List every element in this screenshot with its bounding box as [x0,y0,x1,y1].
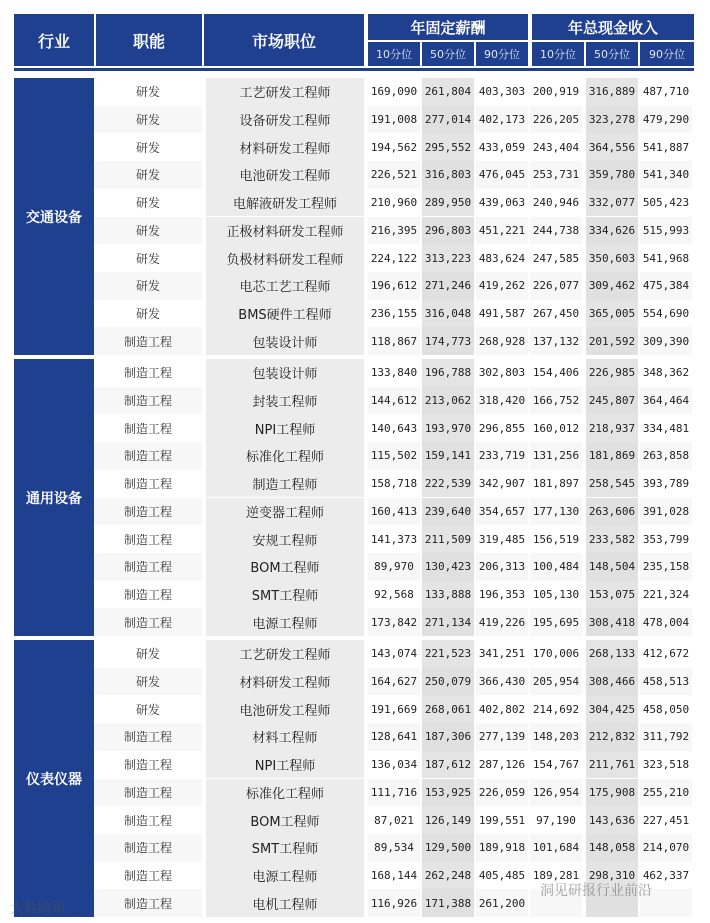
industry-label: 通用设备 [14,359,94,636]
fixed-p50-cell: 262,248 [422,862,474,890]
table-row [94,414,694,442]
fixed-p90-cell: 261,200 [476,889,528,917]
total-p90-cell: 255,210 [640,779,692,807]
total-p10-cell: 226,077 [530,272,582,300]
table-row [94,668,694,696]
fixed-p50-cell: 271,246 [422,272,474,300]
position-cell: 标准化工程师 [206,442,364,470]
position-cell: 安规工程师 [206,525,364,553]
position-cell: 电解液研发工程师 [206,189,364,217]
fixed-p10-cell: 236,155 [370,306,418,320]
total-p10-cell: 177,130 [530,498,582,526]
fixed-p50-cell: 239,640 [422,498,474,526]
function-cell: 研发 [135,85,160,100]
fixed-p50-cell: 296,803 [422,217,474,245]
fixed-p10-cell: 158,718 [370,477,418,491]
header-total-cash: 年总现金收入 [532,14,694,40]
fixed-p90-cell: 268,928 [476,327,528,355]
total-p10-cell: 247,585 [532,251,580,265]
total-p90-cell: 479,290 [640,106,692,134]
total-p10-cell: 137,132 [530,327,582,355]
fixed-p90-cell: 196,353 [478,587,526,601]
position-cell: 电机工程师 [206,889,364,917]
watermark-right: 洞见研报行业前沿 [540,883,652,899]
fixed-p50-cell: 129,500 [422,834,474,862]
fixed-p10-cell: 210,960 [370,196,418,210]
fixed-p10-cell: 144,612 [368,387,420,415]
fixed-p50-cell: 126,149 [422,806,474,834]
total-p90-cell: 515,993 [640,217,692,245]
fixed-p10-cell: 116,926 [368,889,420,917]
fixed-p50-cell: 316,803 [422,161,474,189]
fixed-p10-cell: 173,842 [368,608,420,636]
position-cell: 包装设计师 [206,359,364,387]
header-fixed-p90: 90分位 [476,42,528,66]
total-p90-cell: 458,050 [642,702,690,716]
total-p10-cell: 100,484 [530,553,582,581]
total-p50-cell: 309,462 [586,272,638,300]
function-cell: 制造工程 [94,387,202,415]
total-p50-cell: 148,504 [586,553,638,581]
total-p10-cell: 200,919 [532,85,580,99]
total-p90-cell: 364,464 [640,387,692,415]
total-p50-cell: 350,603 [586,244,638,272]
fixed-p10-cell: 160,413 [368,498,420,526]
total-p50-cell: 308,418 [586,608,638,636]
total-p50-cell: 364,556 [586,133,638,161]
table-row [94,442,694,470]
fixed-p90-cell: 296,855 [478,421,526,435]
fixed-p10-cell: 136,034 [370,758,418,772]
function-cell: 研发 [135,647,160,662]
position-cell: 逆变器工程师 [206,498,364,526]
position-cell: 电源工程师 [206,862,364,890]
fixed-p10-cell: 141,373 [370,532,418,546]
total-p50-cell: 181,869 [586,442,638,470]
header-total-p90: 90分位 [640,42,694,66]
position-cell: 工艺研发工程师 [206,640,364,668]
fixed-p10-cell: 191,008 [368,106,420,134]
total-p90-cell: 462,337 [642,868,690,882]
function-cell: 制造工程 [94,779,202,807]
function-cell: 制造工程 [94,553,202,581]
function-cell: 制造工程 [123,477,172,492]
fixed-p50-cell: 211,509 [422,525,474,553]
fixed-p10-cell: 89,970 [368,553,420,581]
fixed-p90-cell: 302,803 [478,366,526,380]
total-p10-cell: 214,692 [532,702,580,716]
table-row [94,834,694,862]
total-p10-cell: 160,012 [532,421,580,435]
total-p10-cell: 267,450 [532,306,580,320]
fixed-p50-cell: 159,141 [422,442,474,470]
fixed-p10-cell: 224,122 [370,251,418,265]
total-p90-cell: 311,792 [640,723,692,751]
table-row [94,359,694,387]
total-p90-cell: 391,028 [640,498,692,526]
fixed-p50-cell: 171,388 [422,889,474,917]
total-p90-cell: 541,968 [642,251,690,265]
fixed-p90-cell: 226,059 [476,779,528,807]
position-cell: 制造工程师 [206,470,364,498]
fixed-p90-cell: 419,262 [476,272,528,300]
watermark-left: 大数跨境 [10,901,66,917]
function-cell: 研发 [94,668,202,696]
fixed-p90-cell: 366,430 [476,668,528,696]
function-cell: 研发 [94,161,202,189]
table-row [94,779,694,807]
fixed-p10-cell: 191,669 [370,702,418,716]
function-cell: 制造工程 [123,813,172,828]
function-cell: 制造工程 [123,532,172,547]
total-p10-cell: 181,897 [532,477,580,491]
function-cell: 制造工程 [123,758,172,773]
fixed-p90-cell: 451,221 [476,217,528,245]
position-cell: 电源工程师 [206,608,364,636]
header-fixed-salary: 年固定薪酬 [368,14,528,40]
total-p10-cell: 101,684 [530,834,582,862]
fixed-p90-cell: 319,485 [478,532,526,546]
total-p90-cell: 478,004 [640,608,692,636]
table-row [94,640,694,668]
total-p50-cell: 323,278 [586,106,638,134]
fixed-p50-cell: 271,134 [422,608,474,636]
table-header [14,14,694,66]
header-position: 市场职位 [204,14,364,66]
function-cell: 研发 [135,251,160,266]
fixed-p10-cell: 87,021 [374,813,414,827]
position-cell: 设备研发工程师 [206,106,364,134]
fixed-p50-cell: 268,061 [422,695,474,723]
total-p90-cell: 541,340 [640,161,692,189]
function-cell: 制造工程 [123,366,172,381]
fixed-p90-cell: 318,420 [476,387,528,415]
total-p50-cell: 201,592 [586,327,638,355]
fixed-p90-cell: 433,059 [478,140,526,154]
table-row [94,327,694,355]
fixed-p10-cell: 92,568 [374,587,414,601]
fixed-p50-cell: 187,306 [422,723,474,751]
function-cell: 研发 [94,106,202,134]
fixed-p50-cell: 130,423 [422,553,474,581]
total-p50-cell: 268,133 [586,640,638,668]
total-p90-cell: 334,481 [642,421,690,435]
fixed-p90-cell: 419,226 [476,608,528,636]
fixed-p10-cell: 194,562 [370,140,418,154]
position-cell: 工艺研发工程师 [206,78,364,106]
position-cell: 标准化工程师 [206,779,364,807]
total-p10-cell: 148,203 [530,723,582,751]
function-cell: 制造工程 [94,442,202,470]
position-cell: 材料工程师 [206,723,364,751]
table-row [94,695,694,723]
header-function: 职能 [96,14,202,66]
total-p50-cell: 304,425 [586,695,638,723]
fixed-p90-cell: 405,485 [478,868,526,882]
total-p10-cell: 156,519 [532,532,580,546]
total-p50-cell: 316,889 [586,78,638,106]
total-p90-cell: 505,423 [642,196,690,210]
fixed-p10-cell: 169,090 [370,85,418,99]
fixed-p50-cell: 187,612 [422,751,474,779]
fixed-p90-cell: 403,303 [478,85,526,99]
table-row [94,217,694,245]
industry-label: 交通设备 [14,78,94,355]
fixed-p50-cell: 289,950 [422,189,474,217]
total-p10-cell: 154,406 [532,366,580,380]
total-p50-cell: 175,908 [586,779,638,807]
table-row [94,723,694,751]
fixed-p10-cell: 140,643 [370,421,418,435]
fixed-p50-cell: 295,552 [422,133,474,161]
function-cell: 研发 [135,196,160,211]
total-p90-cell: 487,710 [642,85,690,99]
position-cell: BOM工程师 [206,806,364,834]
fixed-p90-cell: 491,587 [478,306,526,320]
total-p10-cell: 97,190 [536,813,576,827]
fixed-p90-cell: 277,139 [476,723,528,751]
fixed-p10-cell: 111,716 [368,779,420,807]
fixed-p10-cell: 118,867 [368,327,420,355]
function-cell: 制造工程 [94,608,202,636]
table-row [94,806,694,834]
total-p90-cell: 227,451 [642,813,690,827]
fixed-p50-cell: 316,048 [422,300,474,328]
total-p50-cell: 218,937 [586,414,638,442]
table-row [94,189,694,217]
table-row [94,581,694,609]
position-cell: NPI工程师 [206,751,364,779]
fixed-p90-cell: 189,918 [476,834,528,862]
fixed-p10-cell: 164,627 [368,668,420,696]
total-p10-cell: 240,946 [532,196,580,210]
fixed-p10-cell: 216,395 [368,217,420,245]
total-p10-cell: 205,954 [530,668,582,696]
total-p50-cell: 365,005 [586,300,638,328]
total-p50-cell: 332,077 [586,189,638,217]
position-cell: 负极材料研发工程师 [206,244,364,272]
header-industry: 行业 [14,14,94,66]
total-p10-cell: 243,404 [532,140,580,154]
position-cell: 包装设计师 [206,327,364,355]
total-p90-cell: 475,384 [640,272,692,300]
total-p50-cell: 153,075 [586,581,638,609]
header-total-p50: 50分位 [586,42,638,66]
fixed-p50-cell: 250,079 [422,668,474,696]
table-row [94,525,694,553]
table-row [94,244,694,272]
total-p10-cell: 154,767 [532,758,580,772]
fixed-p90-cell: 199,551 [478,813,526,827]
total-p50-cell: 212,832 [586,723,638,751]
header-divider [14,68,694,71]
total-p90-cell: 554,690 [642,306,690,320]
fixed-p10-cell: 133,840 [370,366,418,380]
total-p90-cell: 393,789 [642,477,690,491]
fixed-p10-cell: 89,534 [368,834,420,862]
fixed-p50-cell: 174,773 [422,327,474,355]
fixed-p50-cell: 222,539 [422,470,474,498]
table-row [94,608,694,636]
total-p90-cell: 263,858 [640,442,692,470]
fixed-p10-cell: 115,502 [368,442,420,470]
header-fixed-p10: 10分位 [368,42,420,66]
function-cell: 制造工程 [94,889,202,917]
function-cell: 制造工程 [94,327,202,355]
position-cell: 电芯工艺工程师 [206,272,364,300]
fixed-p90-cell: 439,063 [478,196,526,210]
fixed-p50-cell: 277,014 [422,106,474,134]
position-cell: 材料研发工程师 [206,668,364,696]
fixed-p50-cell: 313,223 [422,244,474,272]
position-cell: BMS硬件工程师 [206,300,364,328]
fixed-p90-cell: 483,624 [478,251,526,265]
total-p10-cell: 105,130 [532,587,580,601]
position-cell: 材料研发工程师 [206,133,364,161]
table-row [94,387,694,415]
total-p90-cell: 309,390 [640,327,692,355]
function-cell: 制造工程 [123,587,172,602]
position-cell: 正极材料研发工程师 [206,217,364,245]
fixed-p10-cell: 168,144 [370,868,418,882]
total-p50-cell: 359,780 [586,161,638,189]
fixed-p50-cell: 213,062 [422,387,474,415]
total-p50-cell: 148,058 [586,834,638,862]
total-p90-cell: 353,799 [642,532,690,546]
total-p90-cell: 541,887 [642,140,690,154]
table-row [94,78,694,106]
total-p50-cell: 143,636 [586,806,638,834]
position-cell: 封装工程师 [206,387,364,415]
total-p90-cell: 323,518 [642,758,690,772]
function-cell: 研发 [94,217,202,245]
total-p10-cell: 195,695 [530,608,582,636]
total-p10-cell: 253,731 [530,161,582,189]
function-cell: 制造工程 [94,498,202,526]
total-p90-cell: 235,158 [640,553,692,581]
function-cell: 制造工程 [123,868,172,883]
total-p50-cell: 211,761 [586,751,638,779]
fixed-p90-cell: 206,313 [476,553,528,581]
header-total-p10: 10分位 [532,42,584,66]
position-cell: 电池研发工程师 [206,161,364,189]
table-row [94,133,694,161]
total-p50-cell: 226,985 [586,359,638,387]
fixed-p10-cell: 196,612 [368,272,420,300]
function-cell: 制造工程 [123,421,172,436]
fixed-p90-cell: 342,907 [478,477,526,491]
function-cell: 研发 [94,272,202,300]
fixed-p90-cell: 354,657 [476,498,528,526]
table-row [94,470,694,498]
fixed-p10-cell: 143,074 [370,647,418,661]
table-row [94,553,694,581]
function-cell: 制造工程 [94,834,202,862]
total-p10-cell: 189,281 [532,868,580,882]
position-cell: NPI工程师 [206,414,364,442]
function-cell: 研发 [135,306,160,321]
total-p90-cell: 221,324 [642,587,690,601]
position-cell: BOM工程师 [206,553,364,581]
fixed-p90-cell: 402,802 [478,702,526,716]
fixed-p50-cell: 193,970 [422,414,474,442]
total-p90-cell: 348,362 [642,366,690,380]
table-row [94,161,694,189]
table-row [94,300,694,328]
header-fixed-p50: 50分位 [422,42,474,66]
total-p50-cell: 245,807 [586,387,638,415]
fixed-p50-cell: 133,888 [422,581,474,609]
total-p10-cell: 166,752 [530,387,582,415]
total-p90-cell: 412,672 [642,647,690,661]
fixed-p90-cell: 233,719 [476,442,528,470]
fixed-p10-cell: 226,521 [368,161,420,189]
position-cell: SMT工程师 [206,581,364,609]
function-cell: 制造工程 [94,723,202,751]
position-cell: 电池研发工程师 [206,695,364,723]
fixed-p90-cell: 476,045 [476,161,528,189]
fixed-p50-cell: 196,788 [422,359,474,387]
total-p10-cell: 226,205 [530,106,582,134]
table-row [94,498,694,526]
total-p50-cell: 308,466 [586,668,638,696]
table-row [94,272,694,300]
table-row [94,751,694,779]
total-p50-cell: 233,582 [586,525,638,553]
total-p50-cell: 263,606 [586,498,638,526]
function-cell: 研发 [135,140,160,155]
fixed-p90-cell: 402,173 [476,106,528,134]
total-p10-cell: 126,954 [530,779,582,807]
fixed-p10-cell: 128,641 [368,723,420,751]
fixed-p90-cell: 341,251 [478,647,526,661]
fixed-p50-cell: 153,925 [422,779,474,807]
fixed-p50-cell: 221,523 [422,640,474,668]
total-p50-cell: 334,626 [586,217,638,245]
total-p90-cell: 214,070 [640,834,692,862]
total-p10-cell: 170,006 [532,647,580,661]
fixed-p90-cell: 287,126 [478,758,526,772]
total-p50-cell: 298,310 [586,862,638,890]
position-cell: SMT工程师 [206,834,364,862]
fixed-p50-cell: 261,804 [422,78,474,106]
total-p90-cell: 458,513 [640,668,692,696]
total-p10-cell: 131,256 [530,442,582,470]
industry-label: 仪表仪器 [14,640,94,917]
function-cell: 研发 [135,702,160,717]
total-p50-cell: 258,545 [586,470,638,498]
table-row [94,106,694,134]
total-p10-cell: 244,738 [530,217,582,245]
